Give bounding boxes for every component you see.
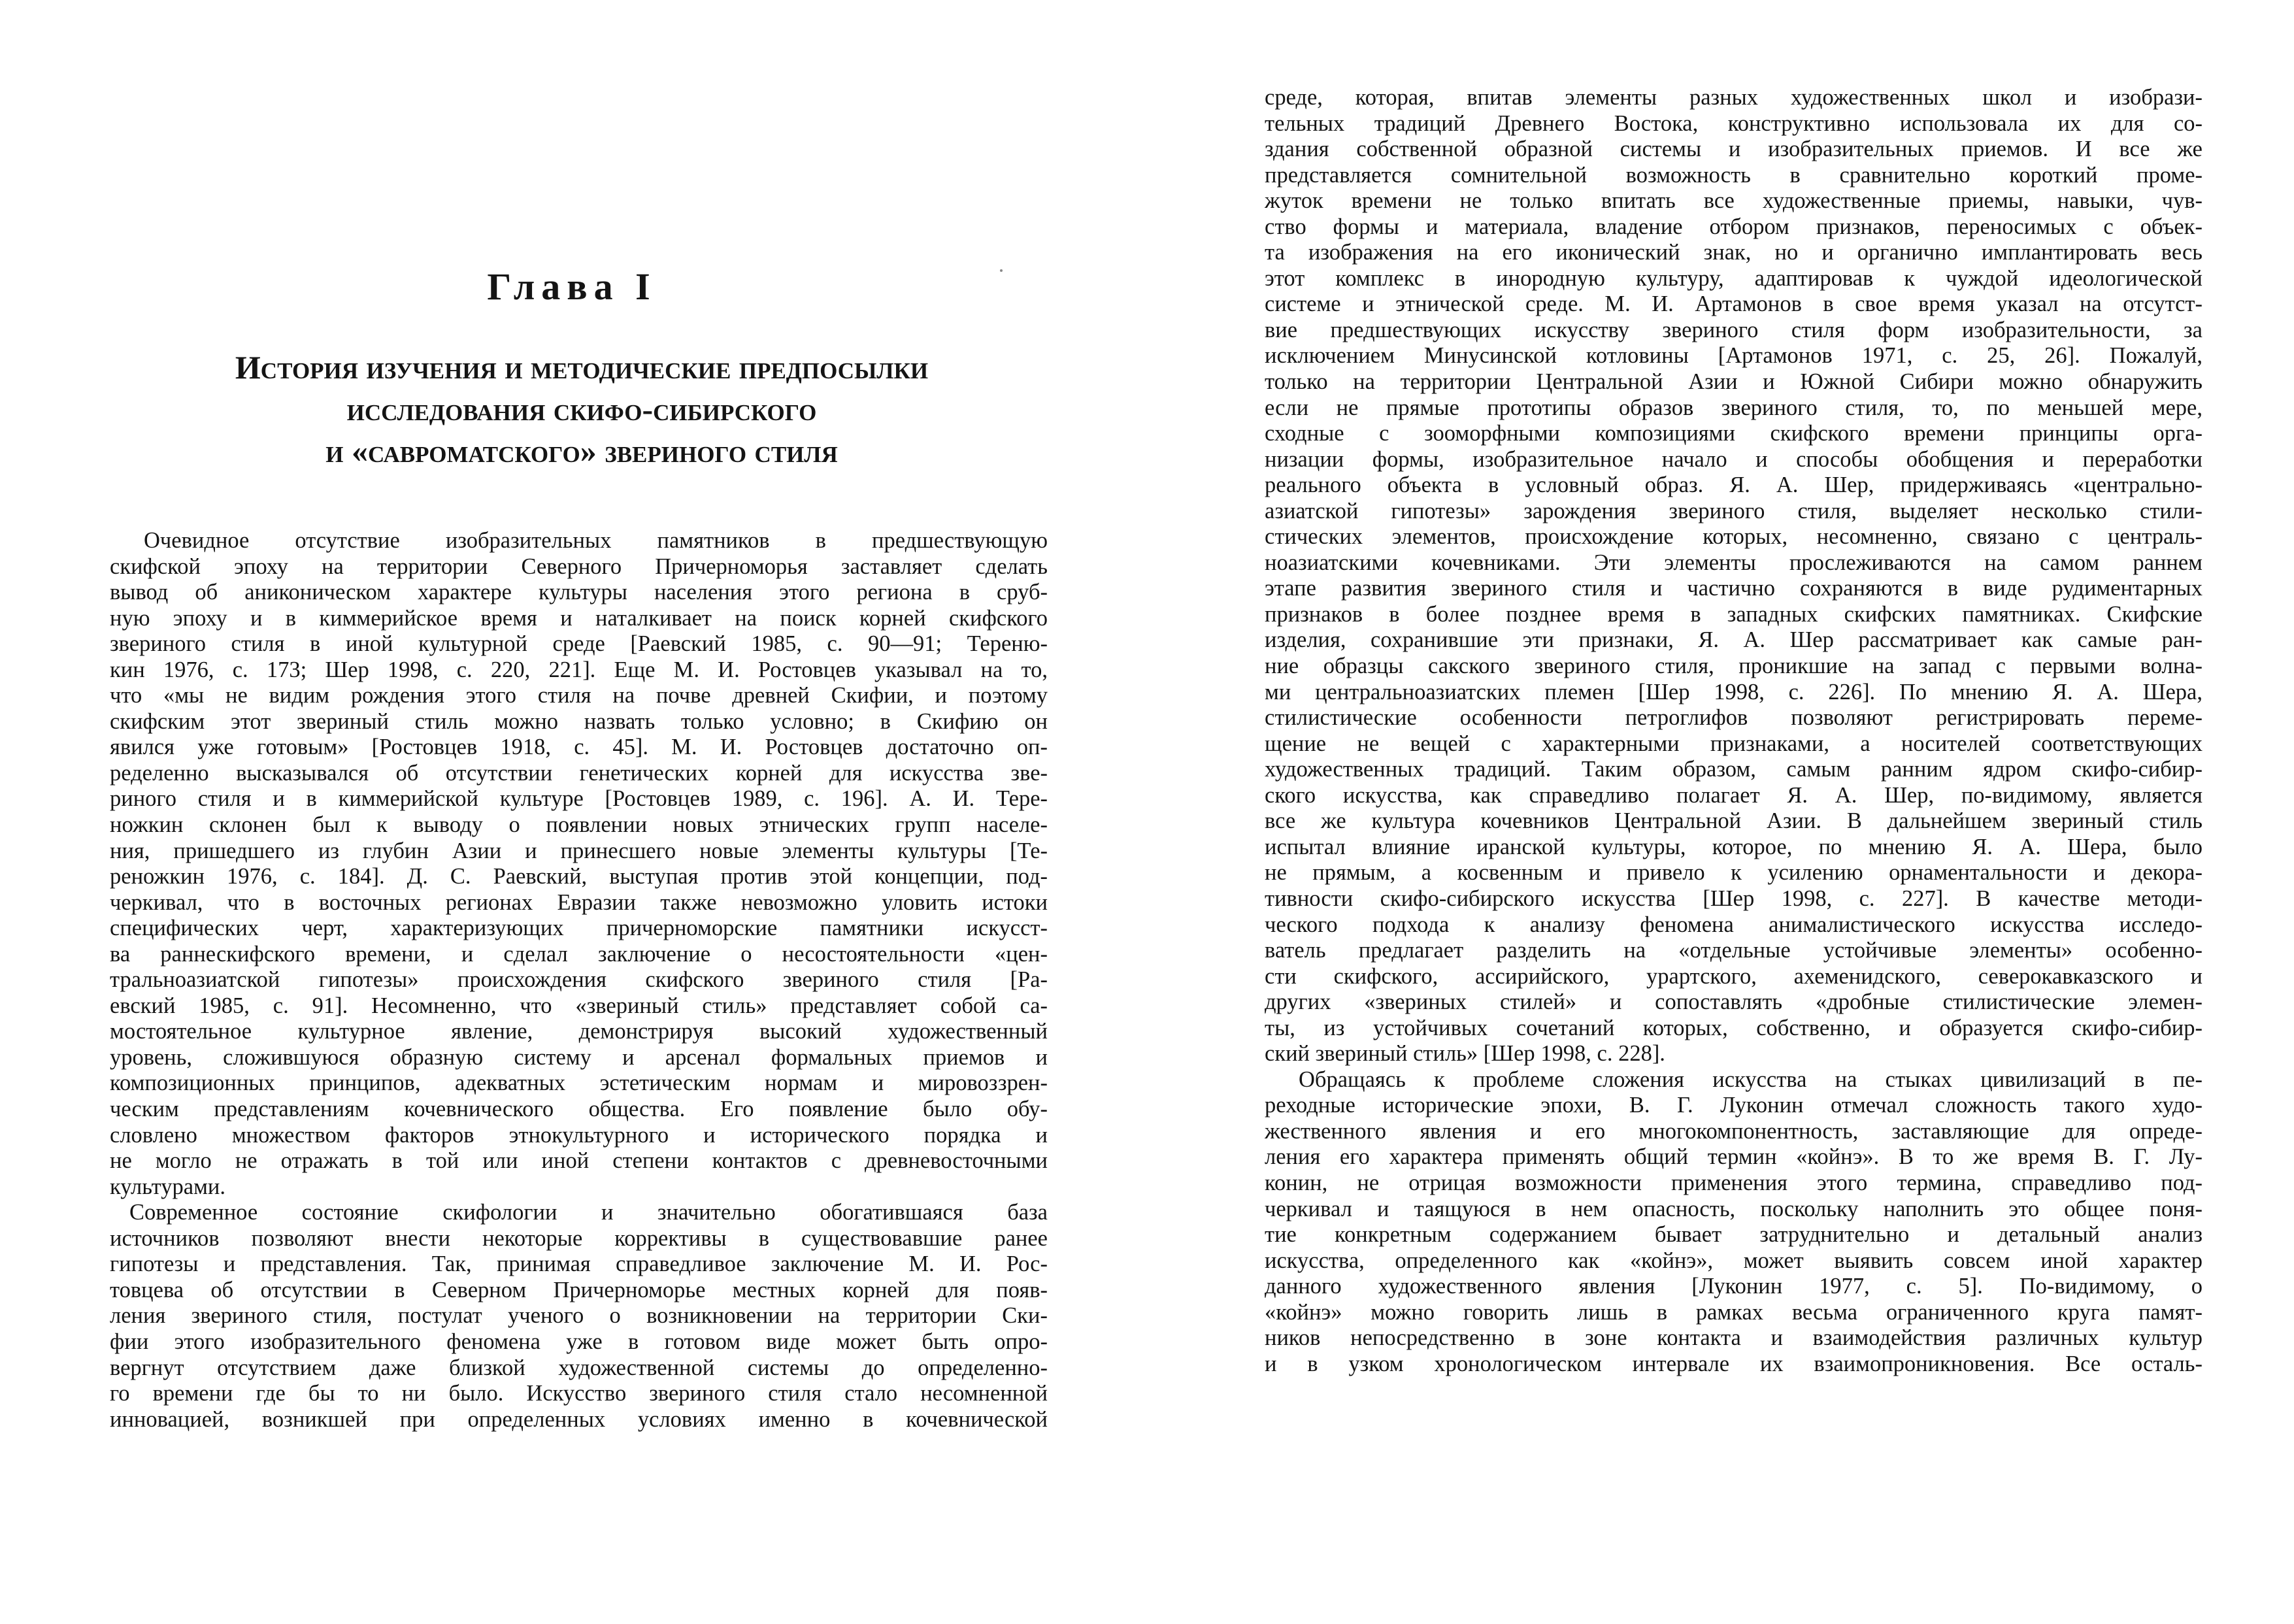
chapter-title xyxy=(72,346,1091,472)
text-line: черкивал и таящуюся в нем опасность, поскольку наполнить это общее поня- xyxy=(1265,1196,2203,1221)
text-line: ния, пришедшего из глубин Азии и принесшего новые элементы культуры [Те- xyxy=(110,838,1048,863)
text-line: скифским этот звериный стиль можно назвать только условно; в Скифию он xyxy=(110,708,1048,734)
text-line: искусства, определенного как «койнэ», может выявить совсем иной характер xyxy=(1265,1248,2203,1273)
text-line: евский 1985, с. 91]. Несомненно, что «звериный стиль» представляет собой са- xyxy=(110,993,1048,1018)
text-line: сходные с зооморфными композициями скифского времени принципы орга- xyxy=(1265,421,2203,446)
text-line: ского искусства, как справедливо полагает Я. А. Шер, по-видимому, является xyxy=(1265,782,2203,808)
text-line: риного стиля и в киммерийской культуре [Ростовцев 1989, с. 196]. А. И. Тере- xyxy=(110,786,1048,812)
text-line: этапе развития звериного стиля и частично сохраняются в виде рудиментарных xyxy=(1265,576,2203,601)
text-line: конин, не отрицая возможности применения этого термина, справедливо под- xyxy=(1265,1170,2203,1195)
text-line: только на территории Центральной Азии и Южной Сибири можно обнаружить xyxy=(1265,369,2203,395)
text-line: все же культура кочевников Центральной Азии. В дальнейшем звериный стиль xyxy=(1265,808,2203,834)
text-line: Очевидное отсутствие изобразительных памятников в предшествующую xyxy=(144,528,1048,553)
text-line: «койнэ» можно говорить лишь в рамках весьма ограниченного круга памят- xyxy=(1265,1299,2203,1325)
chapter-title-line: исследования скифо-сибирского xyxy=(346,391,817,427)
text-line: мостоятельное культурное явление, демонстрируя высокий художественный xyxy=(110,1019,1048,1044)
text-line: ножкин склонен был к выводу о появлении новых этнических групп населе- xyxy=(110,812,1048,838)
text-line: изделия, сохранившие эти признаки, Я. А. Шер рассматривает как самые ран- xyxy=(1265,627,2203,653)
text-line: ние образцы сакского звериного стиля, проникшие на запад с первыми волна- xyxy=(1265,654,2203,679)
text-line: реходные исторические эпохи, В. Г. Луконин отмечал сложность такого худо- xyxy=(1265,1093,2203,1118)
text-line: та изображения на его иконический знак, но и органично имплантировать весь xyxy=(1265,240,2203,265)
text-line: исключением Минусинской котловины [Артамонов 1971, с. 25, 26]. Пожалуй, xyxy=(1265,343,2203,369)
text-line: тие конкретным содержанием бывает затруднительно и детальный анализ xyxy=(1265,1222,2203,1248)
text-line: тральноазиатской гипотезы» происхождения скифского звериного стиля [Ра- xyxy=(110,967,1048,993)
text-line: звериного стиля в иной культурной среде [Раевский 1985, с. 90—91; Тереню- xyxy=(110,631,1048,657)
text-line: го времени где бы то ни было. Искусство звериного стиля стало несомненной xyxy=(110,1381,1048,1406)
text-line: жественного явления и его многокомпонентность, заставляющие для опреде- xyxy=(1265,1118,2203,1144)
text-line: низации формы, изобразительное начало и способы обобщения и переработки xyxy=(1265,446,2203,472)
text-line: ский звериный стиль» [Шер 1998, с. 228]. xyxy=(1265,1041,1665,1067)
text-line: художественных традиций. Таким образом, самым ранним ядром скифо-сибир- xyxy=(1265,757,2203,782)
left-body-text xyxy=(110,528,1048,1433)
text-line: явился уже готовым» [Ростовцев 1918, с. 45]. М. И. Ростовцев достаточно оп- xyxy=(110,735,1048,760)
text-line: реального объекта в условный образ. Я. А. Шер, придерживаясь «центрально- xyxy=(1265,472,2203,498)
right-body-text xyxy=(1265,85,2203,1377)
chapter-title-line: и «савроматского» звериного стиля xyxy=(325,433,838,469)
text-line: ты, из устойчивых сочетаний которых, собственно, и образуется скифо-сибир- xyxy=(1265,1015,2203,1040)
text-line: инновацией, возникшей при определенных условиях именно в кочевнической xyxy=(110,1406,1048,1432)
scan-speck xyxy=(1000,269,1003,272)
text-line: словлено множеством факторов этнокультурного и исторического порядка и xyxy=(110,1122,1048,1148)
text-line: товцева об отсутствии в Северном Причерноморье местных корней для появ- xyxy=(110,1277,1048,1302)
text-line: не могло не отражать в той или иной степени контактов с древневосточными xyxy=(110,1148,1048,1174)
text-line: что «мы не видим рождения этого стиля на почве древней Скифии, и поэтому xyxy=(110,683,1048,708)
text-line: ления звериного стиля, постулат ученого о возникновении на территории Ски- xyxy=(110,1303,1048,1329)
text-line: уровень, сложившуюся образную систему и арсенал формальных приемов и xyxy=(110,1044,1048,1070)
text-line: ва раннескифского времени, и сделал заключение о несостоятельности «цен- xyxy=(110,941,1048,967)
text-line: ми центральноазиатских племен [Шер 1998, с. 226]. По мнению Я. А. Шера, xyxy=(1265,679,2203,704)
text-line: скифской эпоху на территории Северного Причерноморья заставляет сделать xyxy=(110,554,1048,579)
text-line: других «звериных стилей» и сопоставлять «дробные стилистические элемен- xyxy=(1265,989,2203,1015)
text-line: черкивал, что в восточных регионах Евразии также невозможно уловить истоки xyxy=(110,889,1048,915)
text-line: щение не вещей с характерными признаками, а носителей соответствующих xyxy=(1265,731,2203,756)
text-line: ную эпоху и в киммерийское время и наталкивает на поиск корней скифского xyxy=(110,605,1048,631)
text-line: ределенно высказывался об отсутствии генетических корней для искусства зве- xyxy=(110,760,1048,786)
chapter-title-line: История изучения и методические предпосылки xyxy=(235,349,929,386)
text-line: кин 1976, с. 173; Шер 1998, с. 220, 221]. Еще М. И. Ростовцев указывал на то, xyxy=(110,657,1048,682)
text-line: не прямым, а косвенным и привело к усилению орнаментальности и декора- xyxy=(1265,860,2203,886)
text-line: здания собственной образной системы и изобразительных приемов. И все же xyxy=(1265,137,2203,162)
text-line: культурами. xyxy=(110,1174,225,1199)
text-line: и в узком хронологическом интервале их взаимопроникновения. Все осталь- xyxy=(1265,1351,2203,1376)
text-line: источников позволяют внести некоторые коррективы в существовавшие ранее xyxy=(110,1225,1048,1251)
text-line: азиатской гипотезы» зарождения звериного стиля, выделяет несколько стили- xyxy=(1265,498,2203,523)
chapter-heading: Глава I xyxy=(487,265,657,308)
text-line: стических элементов, происхождение которых, несомненно, связано с централь- xyxy=(1265,524,2203,550)
text-line: ческого подхода к анализу феномена анималистического искусства исследо- xyxy=(1265,912,2203,937)
text-line: ноазиатскими кочевниками. Эти элементы прослеживаются на самом раннем xyxy=(1265,550,2203,575)
text-line: данного художественного явления [Луконин 1977, с. 5]. По-видимому, о xyxy=(1265,1274,2203,1299)
text-line: реножкин 1976, с. 184]. Д. С. Раевский, выступая против этой концепции, под- xyxy=(110,864,1048,889)
text-line: испытал влияние иранской культуры, которое, по мнению Я. А. Шера, было xyxy=(1265,834,2203,859)
text-line: ство формы и материала, владение отбором признаков, переносимых с объек- xyxy=(1265,214,2203,239)
text-line: специфических черт, характеризующих причерноморские памятники искусст- xyxy=(110,916,1048,941)
text-line: композиционных принципов, адекватных эстетическим нормам и мировоззрен- xyxy=(110,1070,1048,1096)
text-line: признаков в более позднее время в западных скифских памятниках. Скифские xyxy=(1265,601,2203,627)
right-page xyxy=(1147,0,2294,1624)
text-line: вергнут отсутствием даже близкой художественной системы до определенно- xyxy=(110,1355,1048,1380)
text-line: тельных традиций Древнего Востока, конструктивно использовала их для со- xyxy=(1265,110,2203,136)
text-line: стилистические особенности петроглифов позволяют регистрировать переме- xyxy=(1265,705,2203,731)
text-line: вывод об аниконическом характере культуры населения этого региона в сруб- xyxy=(110,580,1048,605)
text-line: ческим представлениям кочевнического общества. Его появление было обу- xyxy=(110,1097,1048,1122)
text-line: Современное состояние скифологии и значительно обогатившаяся база xyxy=(129,1200,1048,1225)
text-line: ления его характера применять общий термин «койнэ». В то же время В. Г. Лу- xyxy=(1265,1144,2203,1170)
text-line: вие предшествующих искусству звериного стиля форм изобразительности, за xyxy=(1265,317,2203,342)
text-line: представляется сомнительной возможность в сравнительно короткий проме- xyxy=(1265,162,2203,188)
text-line: если не прямые прототипы образов звериного стиля, то, по меньшей мере, xyxy=(1265,395,2203,420)
text-line: жуток времени не только впитать все художественные приемы, навыки, чув- xyxy=(1265,188,2203,214)
text-line: этот комплекс в инородную культуру, адаптировав к чуждой идеологической xyxy=(1265,265,2203,291)
text-line: ников непосредственно в зоне контакта и взаимодействия различных культур xyxy=(1265,1325,2203,1351)
text-line: системе и этнической среде. М. И. Артамонов в свое время указал на отсутст- xyxy=(1265,291,2203,317)
text-line: сти скифского, ассирийского, урартского, ахеменидского, северокавказского и xyxy=(1265,963,2203,989)
text-line: фии этого изобразительного феномена уже в готовом виде может быть опро- xyxy=(110,1329,1048,1354)
text-line: среде, которая, впитав элементы разных художественных школ и изобрази- xyxy=(1265,85,2203,110)
text-line: Обращаясь к проблеме сложения искусства на стыках цивилизаций в пе- xyxy=(1299,1067,2203,1092)
text-line: ватель предлагает разделить на «отдельные устойчивые элементы» особенно- xyxy=(1265,938,2203,963)
text-line: гипотезы и представления. Так, принимая справедливое заключение М. И. Рос- xyxy=(110,1251,1048,1277)
text-line: тивности скифо-сибирского искусства [Шер 1998, с. 227]. В качестве методи- xyxy=(1265,886,2203,911)
